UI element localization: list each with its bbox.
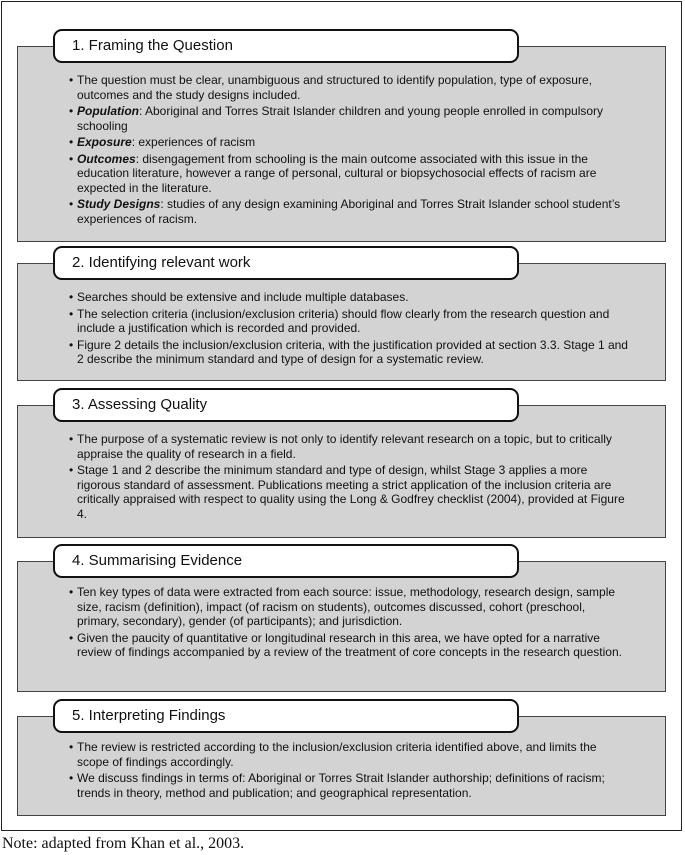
bullet-text: The purpose of a systematic review is not only to identify relevant research on a topic, but to critically appraise the quality of research in a field. [77,432,612,461]
bullet-item [70,338,630,367]
stage-bullets [70,432,630,523]
stage-title: 1. Framing the Question [53,29,519,63]
stage-bullets [70,290,630,369]
stage-title: 5. Interpreting Findings [53,699,519,733]
bullet-text: Given the paucity of quantitative or longitudinal research in this area, we have opted for a narrative review of findings accompanied by a review of the treatment of core concepts in the research question. [77,630,622,659]
bullet-item [70,290,630,305]
bullet-item [70,631,630,660]
bullet-term: Exposure [77,135,132,149]
bullet-text: We discuss findings in terms of: Aboriginal or Torres Strait Islander authorship; definitions of racism; trends in theory, method and publication; and geographical representation. [77,771,605,800]
bullet-text: The review is restricted according to the inclusion/exclusion criteria identified above, and limits the scope of findings accordingly. [77,740,597,769]
bullet-item [70,135,630,150]
bullet-text: : studies of any design examining Aboriginal and Torres Strait Islander school student’s experiences of racism. [77,197,621,226]
figure-note: Note: adapted from Khan et al., 2003. [2,835,245,852]
bullet-text: Figure 2 details the inclusion/exclusion criteria, with the justification provided at section 3.3. Stage 1 and 2 describe the minimum standard and type of design for a systematic review. [77,337,628,366]
bullet-text: : experiences of racism [131,135,256,149]
bullet-text: Searches should be extensive and include multiple databases. [77,290,409,304]
stage-bullets [70,73,630,228]
bullet-item [70,104,630,133]
bullet-item [70,432,630,461]
bullet-term: Study Designs [77,197,161,211]
bullet-text: : Aboriginal and Torres Strait Islander children and young people enrolled in compulsory schooling [77,104,604,133]
bullet-item [70,307,630,336]
bullet-text: : disengagement from schooling is the main outcome associated with this issue in the education literature, however a range of personal, cultural or biopsychosocial effects of racism are expected in the literature. [77,151,597,195]
bullet-item [70,740,630,769]
figure-frame [1,1,682,831]
bullet-item [70,585,630,629]
bullet-term: Population [77,104,139,118]
stage-title: 3. Assessing Quality [53,388,519,422]
stage-title: 4. Summarising Evidence [53,544,519,578]
bullet-text: The selection criteria (inclusion/exclusion criteria) should flow clearly from the research question and include a justification which is recorded and provided. [77,306,610,335]
bullet-item [70,73,630,102]
bullet-item [70,771,630,800]
stage-title: 2. Identifying relevant work [53,246,519,280]
bullet-text: Stage 1 and 2 describe the minimum standard and type of design, whilst Stage 3 applies a more rigorous standard of assessment. Publications meeting a strict application of the inclusion criteria are critically appraised with respect to quality using the Long & Godfrey checklist (2004), provided at Figure 4. [77,463,625,521]
bullet-item [70,463,630,521]
bullet-text: Ten key types of data were extracted from each source: issue, methodology, research design, sample size, racism (definition), impact (of racism on students), outcomes discussed, cohort (preschool, primary, secondary), gender (of participants); and jurisdiction. [77,585,616,628]
bullet-text: The question must be clear, unambiguous and structured to identify population, type of exposure, outcomes and the study designs included. [77,73,592,102]
bullet-item [70,152,630,196]
stage-bullets [70,585,630,662]
stage-bullets [70,740,630,802]
bullet-item [70,197,630,226]
bullet-term: Outcomes [77,151,136,166]
